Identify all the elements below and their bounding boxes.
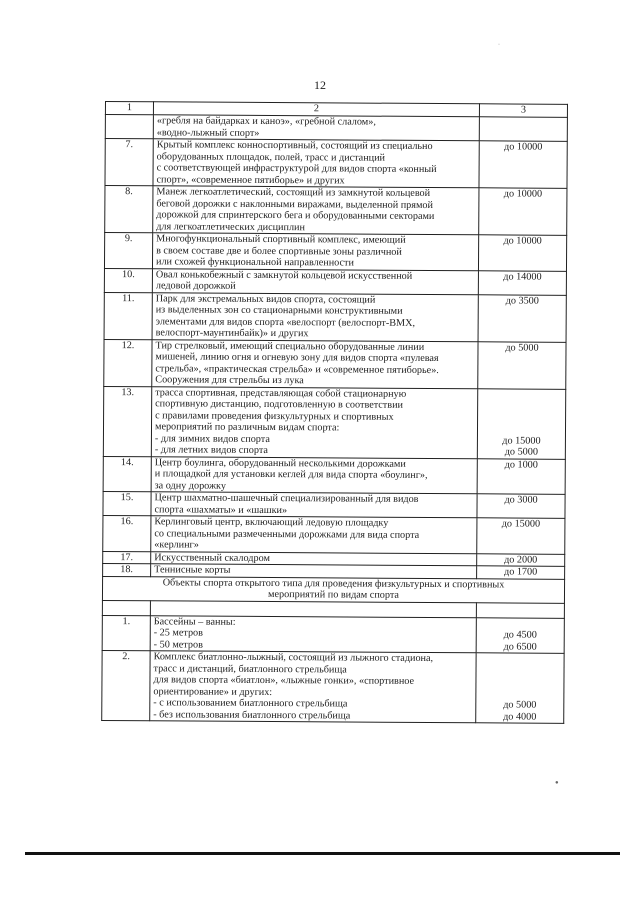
capacity-value: до 6500 bbox=[503, 640, 537, 653]
facility-description bbox=[151, 492, 477, 518]
facility-description bbox=[150, 615, 476, 652]
capacity-value: до 1000 bbox=[504, 458, 538, 471]
capacity-cell bbox=[478, 270, 566, 295]
facility-description bbox=[151, 386, 477, 458]
capacity-cell bbox=[478, 341, 566, 389]
table-row bbox=[103, 491, 565, 518]
facility-description bbox=[152, 292, 478, 341]
capacity-cell bbox=[477, 566, 565, 579]
header-col-3: 3 bbox=[479, 104, 567, 118]
row-number: 7. bbox=[105, 139, 153, 186]
description-line: Манеж легкоатлетический, состоящий из замкнутой кольцевой bbox=[156, 186, 431, 199]
capacity-cell bbox=[479, 117, 567, 142]
table-row bbox=[103, 515, 565, 553]
row-number: 11. bbox=[104, 292, 152, 339]
description-line: Многофункциональный спортивный комплекс, имеющий bbox=[156, 233, 406, 246]
row-number: 2. bbox=[102, 650, 150, 720]
facility-description bbox=[151, 516, 477, 553]
capacity-cell bbox=[478, 235, 566, 271]
description-line: мероприятий по различным видам спорта: bbox=[154, 421, 340, 434]
description-line: мишеней, линию огня и огневую зону для видов спорта «пулевая bbox=[155, 351, 439, 365]
description-line: трасса спортивная, представляющая собой стационарную bbox=[155, 386, 407, 400]
facility-description bbox=[151, 456, 477, 493]
capacity-cell bbox=[476, 653, 564, 724]
capacity-value: до 4000 bbox=[503, 710, 537, 723]
description-line: из выделенных зон со стационарными конструктивными bbox=[155, 304, 403, 317]
description-line: - для зимних видов спорта bbox=[154, 432, 270, 445]
row-number: 17. bbox=[103, 551, 151, 564]
facility-description bbox=[152, 339, 478, 388]
description-line: Крытый комплекс конноспортивный, состоящий из специально bbox=[156, 139, 433, 153]
facility-description bbox=[150, 651, 476, 723]
row-number: 8. bbox=[105, 186, 153, 233]
description-line: - для летних видов спорта bbox=[154, 444, 268, 457]
description-line: - 25 метров bbox=[153, 627, 204, 639]
scan-speck: · bbox=[498, 42, 500, 48]
row-number: 1. bbox=[102, 615, 150, 651]
capacity-value: до 4500 bbox=[503, 629, 537, 641]
capacity-value: до 5000 bbox=[505, 341, 539, 354]
description-line: Парк для экстремальных видов спорта, состоящий bbox=[155, 292, 376, 306]
capacity-value: до 14000 bbox=[503, 270, 542, 283]
row-number: 12. bbox=[104, 339, 152, 386]
capacity-cell bbox=[477, 553, 565, 566]
capacity-value: до 2000 bbox=[504, 553, 538, 566]
description-line: Комплекс биатлонно-лыжный, состоящий из лыжного стадиона, bbox=[153, 651, 434, 665]
capacity-value: до 5000 bbox=[504, 446, 538, 458]
capacity-cell bbox=[477, 458, 565, 494]
empty-cell bbox=[102, 600, 150, 615]
description-line: спортивную дистанцию, подготовленную в соответствии bbox=[155, 398, 404, 411]
table-row bbox=[102, 615, 564, 653]
section-title-line: Объекты спорта открытого типа для проведения физкультурных и спортивных bbox=[162, 576, 505, 590]
capacity-value: до 15000 bbox=[501, 518, 541, 530]
description-line: или схожей функциональной направленности bbox=[155, 256, 354, 269]
capacity-value: до 10000 bbox=[503, 188, 543, 200]
description-line: с соответствующей инфраструктурой для видов спорта «конный bbox=[156, 162, 437, 176]
row-number: 15. bbox=[103, 491, 151, 515]
description-line: Сооружения для стрельбы из лука bbox=[155, 374, 304, 387]
description-line: за одну дорожку bbox=[154, 479, 227, 492]
description-line: для видов спорта «биатлон», «лыжные гонки», «спортивное bbox=[153, 674, 415, 687]
facility-description bbox=[152, 268, 478, 294]
scan-speck: ● bbox=[555, 780, 559, 786]
capacity-cell bbox=[478, 294, 566, 342]
description-line: с правилами проведения физкультурных и спортивных bbox=[155, 409, 394, 423]
description-line: стрельба», «практическая стрельба» и «современное пятиборье». bbox=[155, 362, 439, 376]
description-line: спорт», «современное пятиборье» и других bbox=[156, 173, 345, 186]
description-line: беговой дорожки с наклонными виражами, выделенной прямой bbox=[156, 197, 434, 211]
description-line: Бассейны – ванны: bbox=[153, 615, 236, 628]
page-number: 12 bbox=[314, 78, 326, 92]
description-line: оборудованных площадок, полей, трасс и дистанций bbox=[156, 150, 386, 164]
row-number: 14. bbox=[103, 456, 151, 492]
capacity-value: до 10000 bbox=[503, 235, 542, 247]
description-line: трасс и дистанций, биатлонного стрельбища bbox=[153, 662, 347, 675]
header-col-1: 1 bbox=[105, 102, 153, 115]
description-line: для легкоатлетических дисциплин bbox=[156, 220, 306, 233]
description-line: Центр шахматно-шашечный специализированный для видов bbox=[154, 492, 419, 505]
table-row bbox=[104, 233, 566, 271]
table-row bbox=[104, 292, 566, 342]
capacity-cell bbox=[477, 494, 565, 519]
description-line: Искусственный скалодром bbox=[154, 551, 270, 564]
table-row bbox=[105, 139, 567, 189]
table-row bbox=[103, 386, 565, 459]
row-number: 16. bbox=[103, 515, 151, 551]
table-row bbox=[104, 339, 566, 389]
row-number: 18. bbox=[103, 563, 151, 576]
capacity-cell bbox=[477, 518, 565, 554]
header-col-2: 2 bbox=[153, 102, 479, 117]
empty-cell bbox=[476, 602, 564, 618]
capacity-value: до 5000 bbox=[503, 699, 537, 711]
table-row bbox=[105, 186, 567, 236]
description-line: ориентирование» и других: bbox=[153, 685, 273, 698]
capacity-cell bbox=[477, 388, 565, 459]
section-title-line: мероприятий по видам спорта bbox=[267, 589, 399, 601]
bottom-rule bbox=[25, 852, 620, 855]
description-line: Овал конькобежный с замкнутой кольцевой искусственной bbox=[155, 268, 413, 282]
description-line: со специальными размеченными дорожками для вида спорта bbox=[154, 527, 420, 541]
capacity-value: до 1700 bbox=[503, 566, 538, 578]
table-row bbox=[102, 650, 564, 723]
facility-description bbox=[153, 139, 479, 188]
capacity-value: до 3500 bbox=[505, 294, 539, 307]
description-line: Теннисные корты bbox=[154, 564, 231, 576]
capacity-value: до 10000 bbox=[504, 141, 543, 153]
description-line: «керлинг» bbox=[154, 539, 199, 551]
capacity-cell bbox=[476, 617, 564, 653]
description-line: ледовой дорожкой bbox=[155, 280, 236, 292]
capacity-value: до 3000 bbox=[504, 494, 538, 506]
table-row bbox=[105, 115, 567, 142]
description-line: Центр боулинга, оборудованный несколькими дорожками bbox=[154, 456, 406, 470]
description-line: - с использованием биатлонного стрельбища bbox=[153, 697, 348, 710]
description-line: элементами для видов спорта «велоспорт (велоспорт-ВМХ, bbox=[155, 315, 416, 329]
table-row bbox=[103, 456, 565, 494]
capacity-value: до 15000 bbox=[502, 434, 541, 447]
capacity-cell bbox=[479, 141, 567, 189]
table-row bbox=[104, 268, 566, 295]
section-header-row bbox=[102, 576, 564, 603]
facility-description bbox=[153, 115, 479, 141]
description-line: дорожкой для спринтерского бега и оборудованными секторами bbox=[156, 209, 435, 223]
facility-description bbox=[153, 186, 479, 235]
row-number: 10. bbox=[104, 268, 152, 292]
description-line: - без использования биатлонного стрельбища bbox=[153, 708, 351, 722]
row-number: 9. bbox=[104, 233, 152, 269]
description-line: и площадкой для установки кеглей для вида спорта «боулинг», bbox=[154, 468, 428, 481]
description-line: Тир стрелковый, имеющий специально оборудованные линии bbox=[155, 339, 425, 353]
description-line: велоспорт-маунтинбайк)» и других bbox=[155, 327, 309, 340]
row-number: 13. bbox=[103, 386, 151, 456]
row-number bbox=[105, 115, 153, 139]
description-line: - 50 метров bbox=[153, 638, 203, 651]
description-line: Керлинговый центр, включающий ледовую площадку bbox=[154, 516, 389, 529]
description-line: спорта «шахматы» и «шашки» bbox=[154, 503, 288, 516]
description-line: «водно-лыжный спорт» bbox=[156, 126, 260, 139]
capacity-cell bbox=[479, 188, 567, 236]
section-title bbox=[102, 576, 564, 603]
description-line: в своем составе две и более спортивные зоны различной bbox=[156, 244, 402, 258]
facility-description bbox=[152, 233, 478, 270]
description-line: «гребля на байдарках и каноэ», «гребной слалом», bbox=[156, 115, 376, 128]
sports-facilities-table bbox=[101, 101, 568, 724]
